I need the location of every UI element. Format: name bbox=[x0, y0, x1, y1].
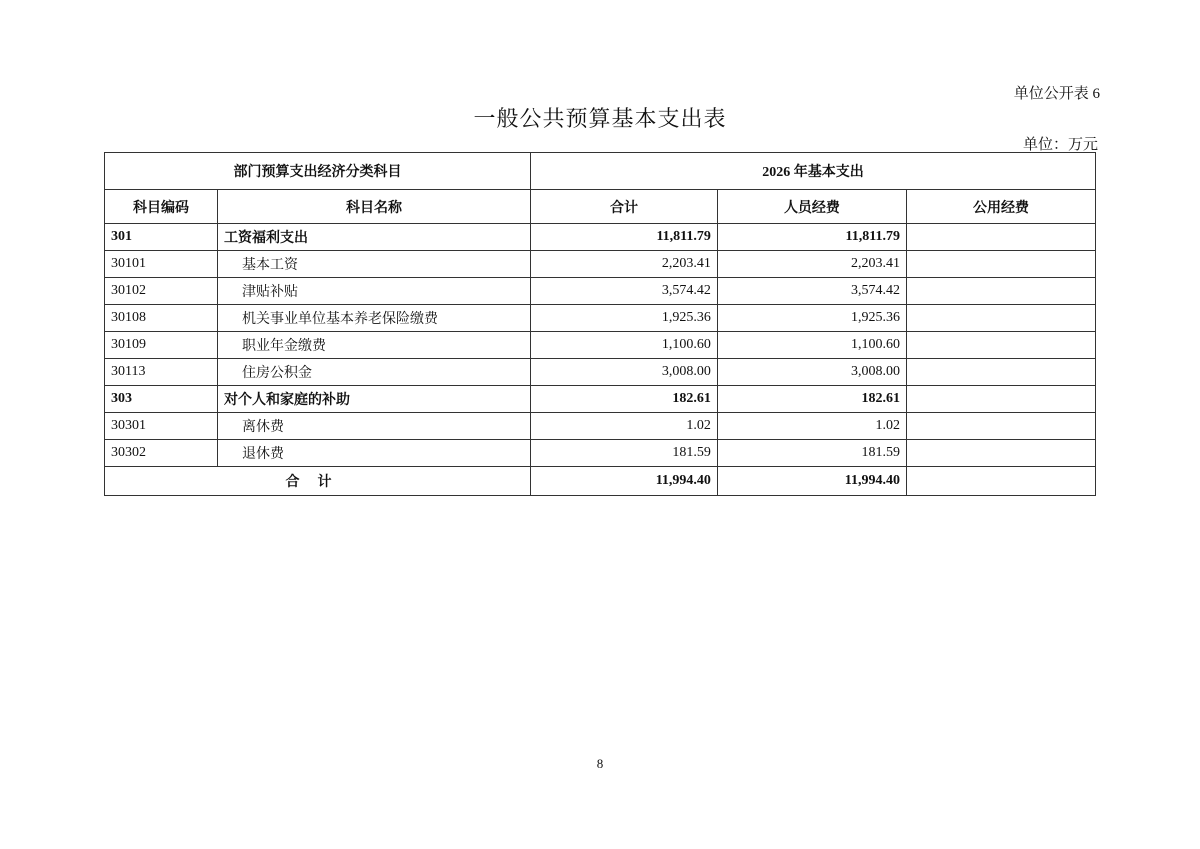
cell-name: 离休费 bbox=[218, 413, 531, 440]
form-number: 单位公开表 6 bbox=[1013, 86, 1100, 102]
cell-name: 职业年金缴费 bbox=[218, 332, 531, 359]
grand-total-personnel: 11,994.40 bbox=[717, 467, 906, 496]
cell-name: 退休费 bbox=[218, 440, 531, 467]
col-header-code: 科目编码 bbox=[105, 190, 218, 224]
cell-name: 机关事业单位基本养老保险缴费 bbox=[218, 305, 531, 332]
cell-code: 30101 bbox=[105, 251, 218, 278]
cell-name: 对个人和家庭的补助 bbox=[218, 386, 531, 413]
budget-table bbox=[104, 152, 1096, 496]
table-row bbox=[105, 440, 1096, 467]
cell-code: 30102 bbox=[105, 278, 218, 305]
group-header-left: 部门预算支出经济分类科目 bbox=[105, 153, 531, 190]
table-row bbox=[105, 359, 1096, 386]
cell-public bbox=[906, 332, 1095, 359]
cell-personnel: 2,203.41 bbox=[717, 251, 906, 278]
group-header-row bbox=[105, 153, 1096, 190]
cell-personnel: 11,811.79 bbox=[717, 224, 906, 251]
column-header-row bbox=[105, 190, 1096, 224]
table-row bbox=[105, 278, 1096, 305]
table-row bbox=[105, 413, 1096, 440]
cell-name: 工资福利支出 bbox=[218, 224, 531, 251]
table-row bbox=[105, 251, 1096, 278]
page-title: 一般公共预算基本支出表 bbox=[473, 106, 727, 131]
cell-code: 30113 bbox=[105, 359, 218, 386]
grand-total-label: 合计 bbox=[105, 467, 531, 496]
cell-code: 303 bbox=[105, 386, 218, 413]
cell-personnel: 182.61 bbox=[717, 386, 906, 413]
cell-name: 基本工资 bbox=[218, 251, 531, 278]
unit-label: 单位：万元 bbox=[1022, 137, 1098, 153]
table-row bbox=[105, 305, 1096, 332]
cell-total: 182.61 bbox=[531, 386, 718, 413]
cell-total: 3,008.00 bbox=[531, 359, 718, 386]
col-header-personnel: 人员经费 bbox=[717, 190, 906, 224]
cell-public bbox=[906, 440, 1095, 467]
cell-personnel: 3,008.00 bbox=[717, 359, 906, 386]
grand-total-public bbox=[906, 467, 1095, 496]
table-body bbox=[105, 224, 1096, 496]
cell-code: 30108 bbox=[105, 305, 218, 332]
page-number: 8 bbox=[596, 756, 604, 771]
cell-total: 11,811.79 bbox=[531, 224, 718, 251]
col-header-public: 公用经费 bbox=[906, 190, 1095, 224]
cell-personnel: 3,574.42 bbox=[717, 278, 906, 305]
cell-total: 1.02 bbox=[531, 413, 718, 440]
cell-code: 30109 bbox=[105, 332, 218, 359]
table-row bbox=[105, 332, 1096, 359]
cell-name: 津贴补贴 bbox=[218, 278, 531, 305]
table-row bbox=[105, 386, 1096, 413]
cell-code: 30301 bbox=[105, 413, 218, 440]
cell-public bbox=[906, 386, 1095, 413]
cell-code: 301 bbox=[105, 224, 218, 251]
cell-total: 1,100.60 bbox=[531, 332, 718, 359]
cell-name: 住房公积金 bbox=[218, 359, 531, 386]
cell-total: 2,203.41 bbox=[531, 251, 718, 278]
cell-total: 3,574.42 bbox=[531, 278, 718, 305]
col-header-name: 科目名称 bbox=[218, 190, 531, 224]
cell-personnel: 1,925.36 bbox=[717, 305, 906, 332]
cell-personnel: 1.02 bbox=[717, 413, 906, 440]
cell-public bbox=[906, 251, 1095, 278]
cell-total: 181.59 bbox=[531, 440, 718, 467]
cell-public bbox=[906, 359, 1095, 386]
cell-code: 30302 bbox=[105, 440, 218, 467]
grand-total-total: 11,994.40 bbox=[531, 467, 718, 496]
grand-total-row bbox=[105, 467, 1096, 496]
table-row bbox=[105, 224, 1096, 251]
cell-public bbox=[906, 413, 1095, 440]
cell-public bbox=[906, 305, 1095, 332]
cell-total: 1,925.36 bbox=[531, 305, 718, 332]
col-header-total: 合计 bbox=[531, 190, 718, 224]
cell-personnel: 1,100.60 bbox=[717, 332, 906, 359]
group-header-right: 2026 年基本支出 bbox=[531, 153, 1096, 190]
cell-public bbox=[906, 224, 1095, 251]
cell-personnel: 181.59 bbox=[717, 440, 906, 467]
cell-public bbox=[906, 278, 1095, 305]
